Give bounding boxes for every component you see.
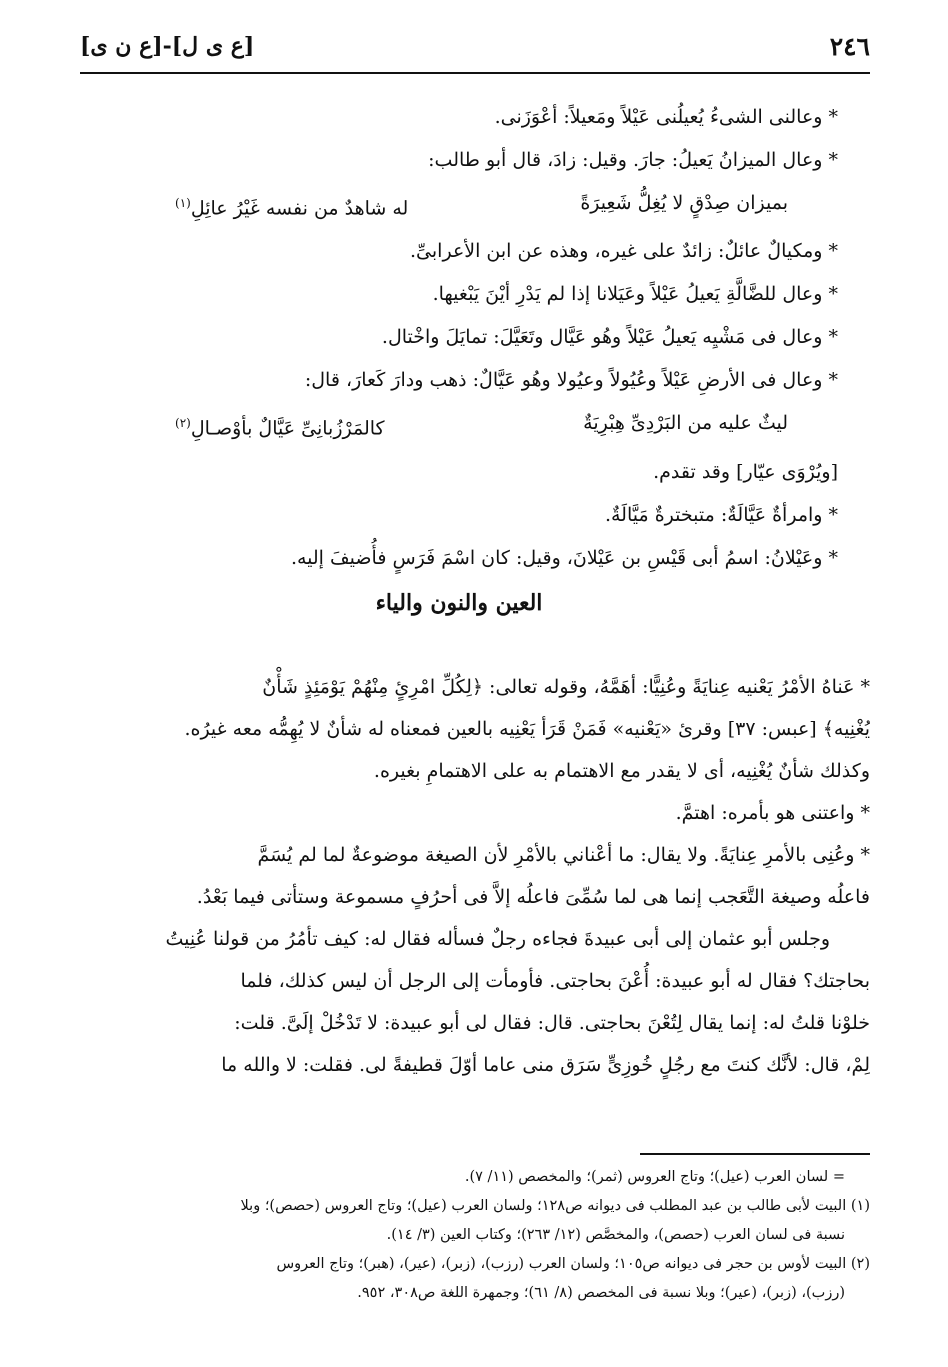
text-line: * عَناهُ الأمْرُ يَعْنيه عِنايَةً وعُنِيًّا: أهَمَّهُ، وقوله تعالى: ﴿لِكُلِّ امْرِئٍ مِنْهُمْ يَوْمَئِذٍ شَأْنٌ	[262, 676, 870, 698]
text-line: * واعتنى هو بأمره: اهتمَّ.	[675, 802, 870, 824]
footnote-rule	[640, 1153, 870, 1155]
verse-first-hemistich: ليثٌ عليه من البَرْدِىِّ هِبْرِيَةٌ	[583, 412, 788, 435]
footnote-marker: (١)	[175, 196, 191, 210]
verse-text: له شاهدٌ من نفسه غَيْرُ عائِلِ	[190, 197, 409, 220]
text-line: وجلس أبو عثمان إلى أبى عبيدةَ فجاءه رجلٌ فسأله فقال له: كيف تأمُرُ من قولنا عُنِيتُ	[165, 928, 830, 950]
text-line: وكذلك شأنٌ يُغْنِيه، أى لا يقدر مع الاهتمام به على الاهتمامِ بغيره.	[373, 760, 870, 782]
verse-second-hemistich	[175, 182, 408, 230]
section-heading: العين والنون والياء	[375, 589, 543, 616]
text-line: * وعال الميزانُ يَعيلُ: جارَ. وقيل: زادَ، قال أبو طالب:	[428, 149, 838, 171]
text-line: * وعَيْلانُ: اسمُ أبى قَيْسِ بن عَيْلانَ، وقيل: كان اسْمَ فَرَسٍ فأُضيفَ إليه.	[290, 546, 838, 569]
text-line: * وعُنِى بالأمرِ عِنايَةً. ولا يقال: ما أعْناني بالأمْرِ لأن الصيغة موضوعةٌ لما لم يُسَمَّ	[257, 844, 870, 866]
footnote-line: (٢) البيت لأوس بن حجر فى ديوانه ص١٠٥؛ ولسان العرب (رزب)، (زبر)، (عير)، (هبر)؛ وتاج العروس	[276, 1256, 870, 1272]
text-line: * وامرأةٌ عَيَّالَةٌ: متبخترةٌ مَيَّالَةٌ.	[604, 503, 838, 526]
text-line: بحاجتك؟ فقال له أبو عبيدة: أُعْنَ بحاجتى. فأومأت إلى الرجل أن ليس كذلك، فلما	[240, 970, 870, 992]
text-line: * وعال للضَّالَّةِ يَعيلُ عَيْلاً وعَيَلانا إذا لم يَدْرِ أيْنَ يَبْغيها.	[432, 283, 838, 306]
text-line: * وعال فى مَشْيِه يَعيلُ عَيْلاً وهُو عَيَّال وتَعَيَّلَ: تمايَلَ واخْتال.	[381, 326, 838, 349]
text-line: * ومكيالٌ عائلٌ: زائدٌ على غيره، وهذه عن ابن الأعرابىِّ.	[410, 240, 838, 263]
text-line: * وعالنى الشىءُ يُعيلُنى عَيْلاً ومَعيلاً: أعْوَزَنى.	[494, 106, 838, 128]
text-line: [ويُرْوَى عيّار] وقد تقدم.	[653, 460, 838, 483]
running-head: [ع ى ل]-[ع ن ى]	[80, 33, 255, 59]
body-text-full	[80, 666, 870, 1086]
footnote-line: = لسان العرب (عيل)؛ وتاج العروس (ثمر)؛ والمخصص (١١/ ٧).	[464, 1169, 845, 1185]
text-line: لِمْ، قال: لأنَّك كنتَ مع رجُلٍ خُوزِىٍّ سَرَق منى عاما أوّلَ قطيفةً لى. فقلت: لا والله ما	[221, 1054, 870, 1076]
footnote-marker: (٢)	[175, 416, 191, 431]
page-number: ٢٤٦	[829, 31, 870, 61]
footnote-line: (١) البيت لأبى طالب بن عبد المطلب فى ديوانه ص١٢٨؛ ولسان العرب (عيل)؛ وتاج العروس (حصص)؛ وبلا	[240, 1198, 870, 1214]
verse-first-hemistich: بميزان صِدْقٍ لا يُغِلُّ شَعِيرَةً	[580, 192, 788, 214]
text-line: * وعال فى الأرضِ عَيْلاً وعُيُولاً وعيُولا وهُو عَيَّالٌ: ذهب ودارَ كَعارَ، قال:	[304, 369, 838, 392]
verse-text: كالمَرْزُبانِىِّ عَيَّالٌ بأوْصـالِ	[190, 417, 385, 440]
body-text-indented	[80, 96, 838, 627]
page-header	[80, 26, 870, 66]
poem-verse	[80, 182, 838, 230]
header-rule	[80, 72, 870, 74]
verse-second-hemistich	[175, 402, 385, 450]
text-line: فاعلُه وصيغة التَّعَجب إنما هى لما سُمِّىَ فاعلُه إلاَّ فى أحرُفٍ مسموعة وستأتى فيما بَعْدُ.	[196, 886, 870, 908]
text-line: خلوْنا قلتُ له: إنما يقال لِتُعْنَ بحاجتى. قال: فقال لى أبو عبيدة: لا تَدْخُلْ إلَىَّ. قلت:	[234, 1012, 870, 1034]
footnotes	[80, 1163, 870, 1308]
poem-verse	[80, 402, 838, 450]
footnote-line: (رزب)، (زبر)، (عير)؛ وبلا نسبة فى المخصص (٨/ ٦١)؛ وجمهرة اللغة ص٣٠٨، ٩٥٢.	[357, 1285, 845, 1301]
footnote-line: نسبة فى لسان العرب (حصص)، والمخصَّص (١٢/ ٢٦٣)؛ وكتاب العين (٣/ ١٤).	[386, 1227, 845, 1243]
text-line: يُغْنِيه﴾ [عبس: ٣٧] وقرئ «يَعْنيه» فَمَنْ قَرَأ يَعْنِيه بالعين فمعناه له شأنٌ لا يُهِمُّه معه غيرُه.	[184, 718, 870, 740]
